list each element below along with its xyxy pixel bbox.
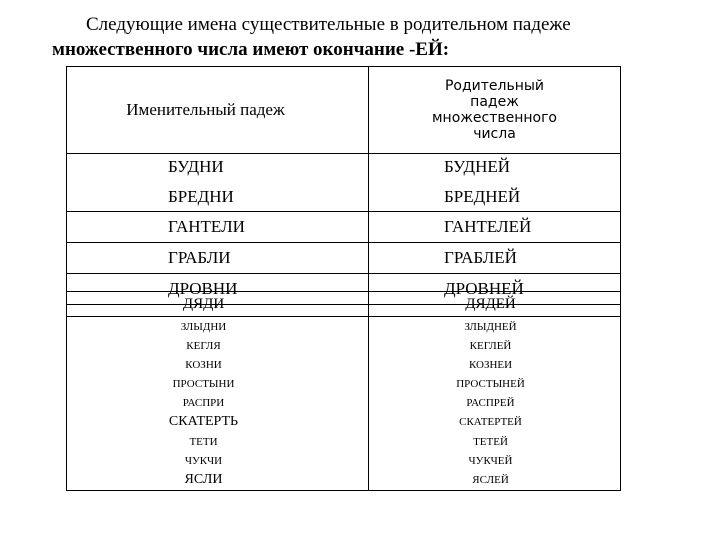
nominative-cell: КЕГЛЯ [67, 336, 369, 355]
genitive-header: Родительный падеж множественного числа [369, 67, 621, 154]
header-row [67, 67, 621, 154]
table-row [67, 292, 621, 317]
nominative-cell: ЗЛЫДНИ [67, 317, 369, 337]
table-row [67, 336, 621, 355]
nominative-cell: ГРАБЛИ [67, 243, 369, 274]
genitive-cell: ГАНТЕЛЕЙ [369, 212, 621, 243]
genitive-cell: ГРАБЛЕЙ [369, 243, 621, 274]
nominative-cell: ЯСЛИ [67, 470, 369, 491]
intro-text [52, 12, 692, 62]
table-row [67, 451, 621, 470]
nominative-cell: ПРОСТЫНИ [67, 374, 369, 393]
table-row [67, 393, 621, 412]
table-row [67, 317, 621, 337]
genitive-cell: ЯСЛЕЙ [369, 470, 621, 491]
genitive-cell: ДРОВНЕЙ [369, 274, 621, 305]
nominative-cell: ТЕТИ [67, 432, 369, 451]
nominative-cell: БРЕДНИ [67, 179, 369, 212]
table-row [67, 432, 621, 451]
genitive-cell: ЗЛЫДНЕЙ [369, 317, 621, 337]
table-row [67, 212, 621, 243]
nominative-cell: БУДНИ [67, 154, 369, 180]
nominative-cell: СКАТЕРТЬ [67, 412, 369, 432]
table-row [67, 355, 621, 374]
nominative-cell: РАСПРИ [67, 393, 369, 412]
intro-line-1: Следующие имена существительные в родительном падеже [86, 14, 571, 35]
table-row [67, 412, 621, 432]
genitive-cell: КОЗНЕИ [369, 355, 621, 374]
nominative-cell: КОЗНИ [67, 355, 369, 374]
genitive-cell: РАСПРЕЙ [369, 393, 621, 412]
declension-table-top [66, 66, 621, 305]
table-row [67, 154, 621, 180]
intro-line-2: множественного числа имеют окончание -ЕЙ: [52, 39, 450, 60]
nominative-cell: ДЯДИ [67, 292, 369, 317]
table-row [67, 470, 621, 491]
genitive-cell: ЧУКЧЕЙ [369, 451, 621, 470]
nominative-header: Именительный падеж [67, 67, 369, 154]
table-row [67, 374, 621, 393]
table-row [67, 243, 621, 274]
nominative-cell: ЧУКЧИ [67, 451, 369, 470]
genitive-cell: БРЕДНЕЙ [369, 179, 621, 212]
genitive-cell: КЕГЛЕЙ [369, 336, 621, 355]
genitive-cell: БУДНЕЙ [369, 154, 621, 180]
genitive-cell: ДЯДЕЙ [369, 292, 621, 317]
nominative-cell: ДРОВНИ [67, 274, 369, 305]
genitive-cell: ПРОСТЫНЕЙ [369, 374, 621, 393]
genitive-cell: ТЕТЕЙ [369, 432, 621, 451]
nominative-cell: ГАНТЕЛИ [67, 212, 369, 243]
genitive-cell: СКАТЕРТЕЙ [369, 412, 621, 432]
table-row [67, 179, 621, 212]
declension-table-bottom [66, 291, 621, 491]
